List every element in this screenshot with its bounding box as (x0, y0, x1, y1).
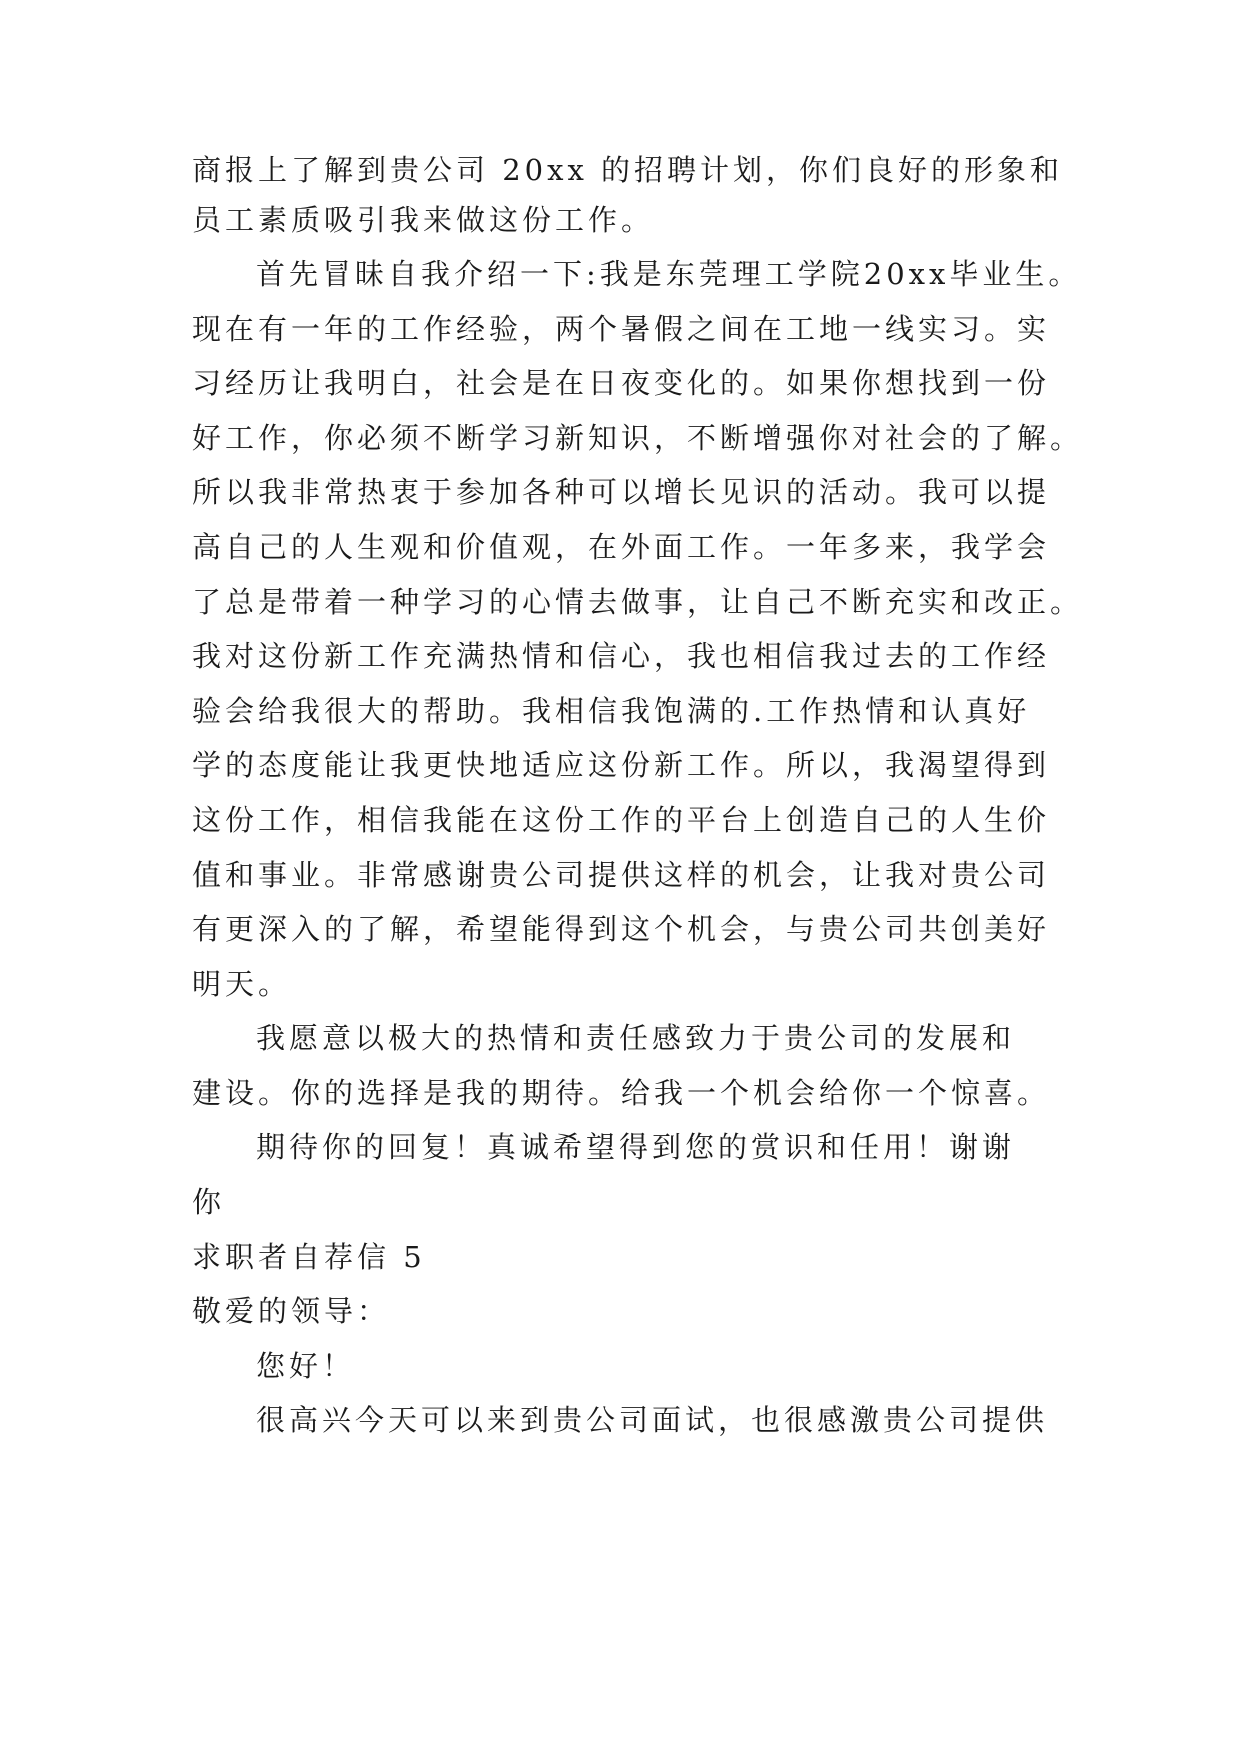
paragraph-line: 你 (192, 1185, 226, 1219)
paragraph-line: 员工素质吸引我来做这份工作。 (192, 203, 655, 237)
paragraph-line: 很高兴今天可以来到贵公司面试，也很感激贵公司提供 (256, 1403, 1049, 1437)
paragraph-line: 这份工作，相信我能在这份工作的平台上创造自己的人生价 (192, 803, 1051, 837)
paragraph-line: 建设。你的选择是我的期待。给我一个机会给你一个惊喜。 (192, 1076, 1051, 1110)
paragraph-line: 我愿意以极大的热情和责任感致力于贵公司的发展和 (256, 1021, 1016, 1055)
paragraph-line: 值和事业。非常感谢贵公司提供这样的机会，让我对贵公司 (192, 858, 1051, 892)
paragraph-line: 现在有一年的工作经验，两个暑假之间在工地一线实习。实 (192, 312, 1051, 346)
greeting: 您好！ (256, 1349, 356, 1383)
letter-title: 求职者自荐信 5 (192, 1240, 426, 1274)
paragraph-line: 我对这份新工作充满热情和信心，我也相信我过去的工作经 (192, 639, 1051, 673)
paragraph-line: 期待你的回复！真诚希望得到您的赏识和任用！谢谢 (256, 1130, 1016, 1164)
paragraph-line: 首先冒昧自我介绍一下:我是东莞理工学院20xx毕业生。 (256, 257, 1082, 291)
paragraph-line: 习经历让我明白，社会是在日夜变化的。如果你想找到一份 (192, 366, 1051, 400)
paragraph-line: 高自己的人生观和价值观，在外面工作。一年多来，我学会 (192, 530, 1051, 564)
salutation: 敬爱的领导： (192, 1294, 391, 1328)
paragraph-line: 商报上了解到贵公司 20xx 的招聘计划，你们良好的形象和 (192, 153, 1064, 187)
paragraph-line: 好工作，你必须不断学习新知识，不断增强你对社会的了解。 (192, 421, 1084, 455)
paragraph-line: 了总是带着一种学习的心情去做事，让自己不断充实和改正。 (192, 585, 1084, 619)
paragraph-line: 学的态度能让我更快地适应这份新工作。所以，我渴望得到 (192, 748, 1051, 782)
paragraph-line: 所以我非常热衷于参加各种可以增长见识的活动。我可以提 (192, 475, 1051, 509)
paragraph-line: 明天。 (192, 967, 292, 1001)
paragraph-line: 验会给我很大的帮助。我相信我饱满的.工作热情和认真好 (192, 694, 1031, 728)
paragraph-line: 有更深入的了解，希望能得到这个机会，与贵公司共创美好 (192, 912, 1051, 946)
